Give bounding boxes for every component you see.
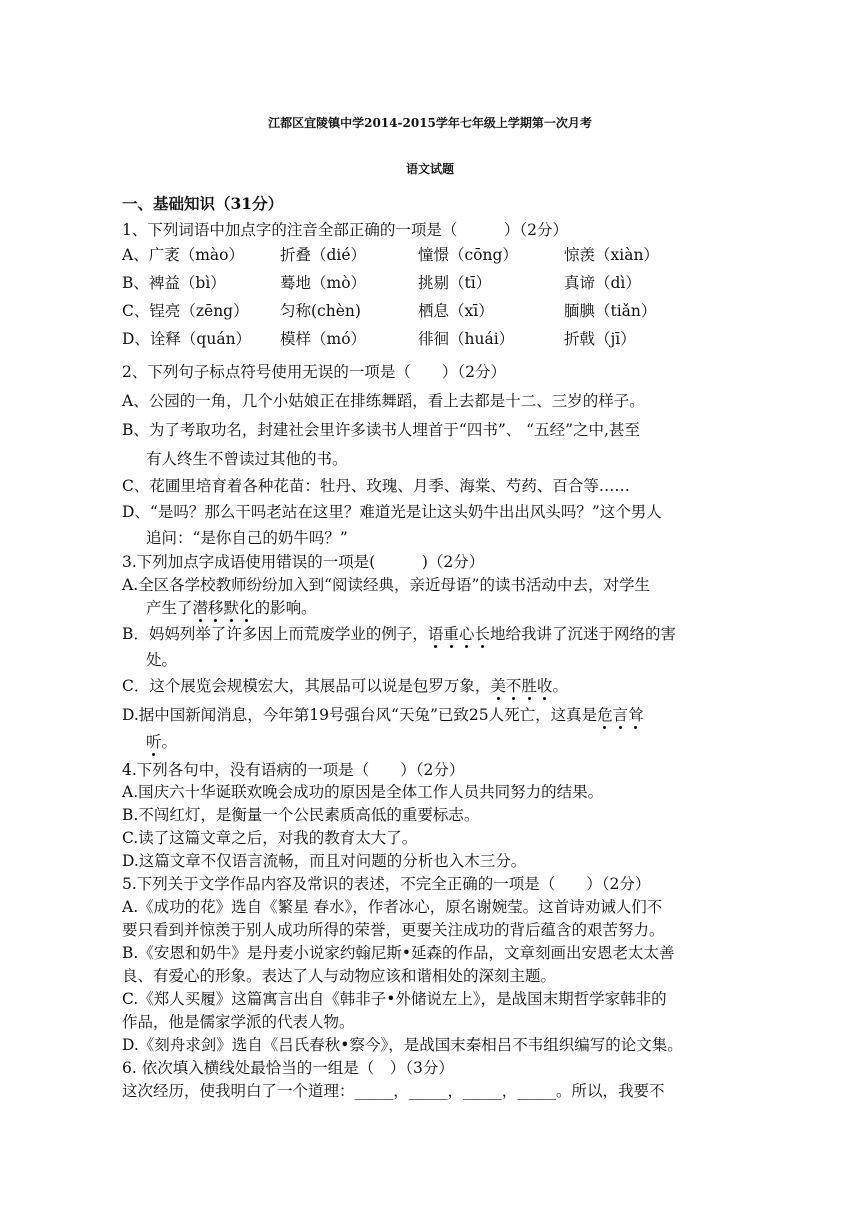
dotted-char: 言: [612, 706, 629, 724]
q2-option-b-line2: 有人终生不曾读过其他的书。: [146, 450, 348, 468]
dotted-char: 移: [208, 599, 224, 617]
q5-option-b-line1: B.《安恩和奶牛》是丹麦小说家约翰尼斯•延森的作品，文章刻画出安恩老太太善: [122, 944, 675, 962]
q1-b-4: 真谛（dì）: [564, 274, 641, 292]
q5-option-d: D.《刻舟求剑》选自《吕氏春秋•察今》，是战国末秦相吕不韦组织编写的论文集。: [122, 1036, 683, 1054]
dotted-char: 长: [474, 625, 490, 643]
dotted-char: 耸: [628, 706, 644, 724]
dotted-char: 心: [458, 625, 475, 643]
q3-option-d-line2: 听。: [146, 733, 178, 751]
q5-option-a-line1: A.《成功的花》选自《繁星 春水》，作者冰心，原名谢婉莹。这首诗劝诫人们不: [122, 898, 663, 916]
q3-option-b-line1: B．妈妈列举了许多因上而荒废学业的例子，语重心长地给我讲了沉迷于网络的害: [122, 625, 676, 643]
q1-d-2: 模样（mó）: [280, 330, 367, 348]
q1-d-3: 徘徊（huái）: [418, 330, 515, 348]
q1-c-2: 匀称(chèn): [280, 302, 361, 320]
dotted-char: 不: [505, 677, 522, 695]
dotted-char: 胜: [521, 677, 537, 695]
dotted-char: 化: [239, 599, 255, 617]
dotted-char: 听: [146, 733, 162, 751]
q3-option-a-line2: 产生了潜移默化的影响。: [146, 599, 317, 617]
exam-title-line1: 江都区宜陵镇中学2014-2015学年七年级上学期第一次月考: [268, 116, 592, 130]
q2-option-b-line1: B、为了考取功名，封建社会里许多读书人埋首于“四书”、 “五经”之中,甚至: [122, 421, 640, 439]
dotted-char: 重: [443, 625, 459, 643]
q1-c-4: 腼腆（tiǎn）: [564, 302, 657, 320]
q2-option-c: C、花圃里培育着各种花苗：牡丹、玫瑰、月季、海棠、芍药、百合等……: [122, 477, 630, 495]
q5-option-a-line2: 要只看到并惊羡于别人成功所得的荣誉，更要关注成功的背后蕴含的艰苦努力。: [122, 921, 665, 939]
dotted-char: 语: [427, 625, 444, 643]
q1-a-2: 折叠（dié）: [280, 246, 367, 264]
q4-stem: 4.下列各句中，没有语病的一项是（ ）（2分）: [122, 761, 465, 779]
q4-option-c: C.读了这篇文章之后，对我的教育太大了。: [122, 829, 418, 847]
q1-c-3: 栖息（xī）: [418, 302, 494, 320]
q3-option-c: C．这个展览会规模宏大，其展品可以说是包罗万象，美不胜收。: [122, 677, 568, 695]
dotted-char: 危: [597, 706, 613, 724]
q5-option-c-line1: C.《郑人买履》这篇寓言出自《韩非子•外储说左上》，是战国末期哲学家韩非的: [122, 990, 667, 1008]
q1-stem: 1、下列词语中加点字的注音全部正确的一项是（ ）（2分）: [122, 221, 568, 239]
q2-option-d-line1: D、“是吗？那么干吗老站在这里？难道光是让这头奶牛出出风头吗？”这个男人: [122, 503, 662, 521]
q4-option-a: A.国庆六十华诞联欢晚会成功的原因是全体工作人员共同努力的结果。: [122, 783, 604, 801]
dotted-char: 收: [536, 677, 553, 695]
q1-b-2: 蓦地（mò）: [280, 274, 367, 292]
q5-stem: 5.下列关于文学作品内容及常识的表述，不完全正确的一项是（ ）（2分）: [122, 875, 651, 893]
q1-a-1: A、广袤（mào）: [122, 246, 244, 264]
q3-option-a-line1: A.全区各学校教师纷纷加入到“阅读经典，亲近母语”的读书活动中去，对学生: [122, 576, 650, 594]
q3-stem: 3.下列加点字成语使用错误的一项是( )（2分）: [122, 553, 485, 571]
q1-a-3: 憧憬（cōng）: [418, 246, 518, 264]
section-heading: 一、基础知识（31分）: [122, 194, 284, 213]
q6-stem: 6. 依次填入横线处最恰当的一组是（ ）（3分）: [122, 1059, 454, 1077]
dotted-char: 潜: [192, 599, 209, 617]
q1-b-1: B、裨益（bì）: [122, 274, 226, 292]
dotted-char: 默: [223, 599, 240, 617]
q4-option-b: B.不闯红灯，是衡量一个公民素质高低的重要标志。: [122, 806, 480, 824]
q2-option-a: A、公园的一角，几个小姑娘正在排练舞蹈，看上去都是十二、三岁的样子。: [122, 392, 645, 410]
q2-stem: 2、下列句子标点符号使用无误的一项是（ ）（2分）: [122, 363, 506, 381]
q2-option-d-line2: 追问：“是你自己的奶牛吗？”: [146, 529, 348, 547]
q1-a-4: 惊羡（xiàn）: [564, 246, 659, 264]
q3-option-d-line1: D.据中国新闻消息，今年第19号强台风“天兔”已致25人死亡，这真是危言耸: [122, 706, 644, 724]
q1-d-1: D、诠释（quán）: [122, 330, 252, 348]
q1-c-1: C、锃亮（zēng）: [122, 302, 249, 320]
q5-option-c-line2: 作品，他是儒家学派的代表人物。: [122, 1013, 355, 1031]
exam-title-line2: 语文试题: [405, 162, 454, 176]
q5-option-b-line2: 良、有爱心的形象。表达了人与动物应该和谐相处的深刻主题。: [122, 967, 557, 985]
q4-option-d: D.这篇文章不仅语言流畅，而且对问题的分析也入木三分。: [122, 852, 527, 870]
q3-option-b-line2: 处。: [146, 651, 178, 669]
q1-d-4: 折戟（jī）: [564, 330, 636, 348]
dotted-char: 美: [490, 677, 506, 695]
q6-text: 这次经历，使我明白了一个道理：_____，_____，_____，_____。所以，我要不: [122, 1082, 665, 1100]
q1-b-3: 挑剔（tī）: [418, 274, 492, 292]
